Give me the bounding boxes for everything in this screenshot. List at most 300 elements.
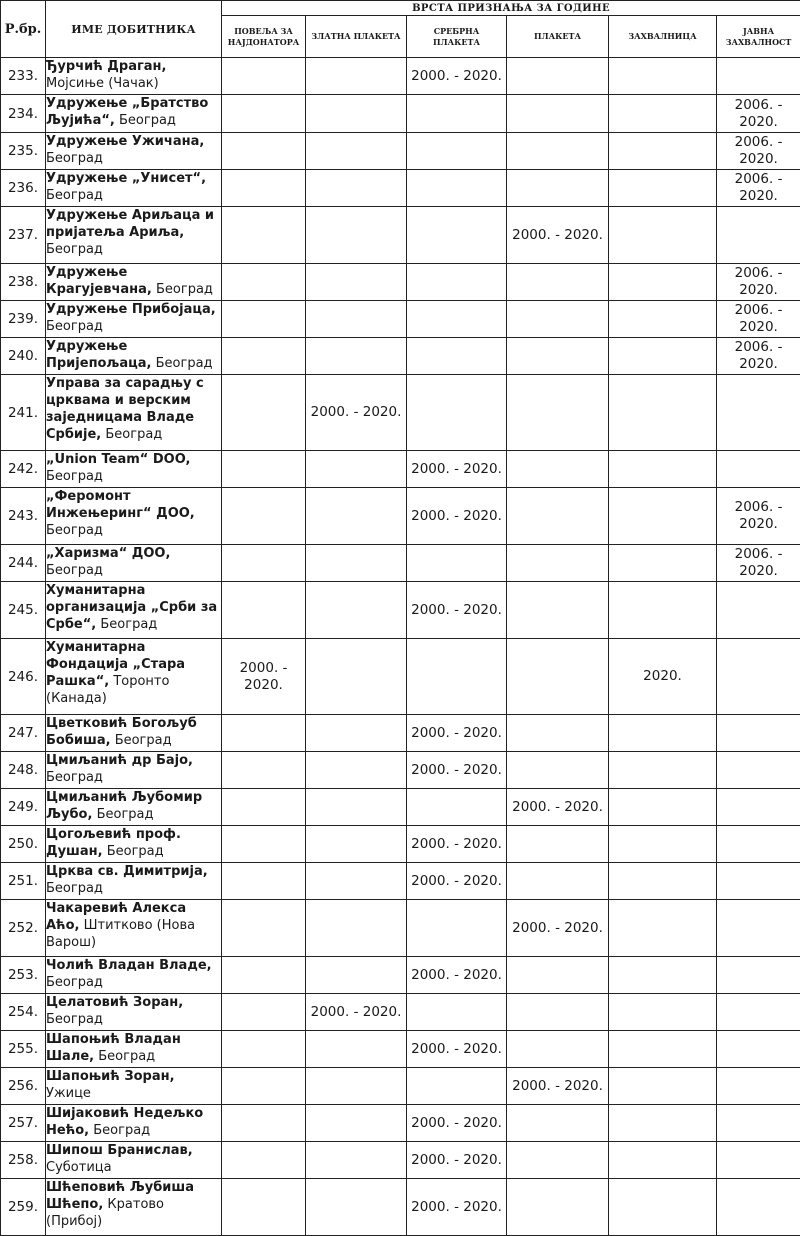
award-cell <box>306 1142 407 1179</box>
award-cell <box>609 451 717 488</box>
award-cell <box>507 1031 609 1068</box>
recipient-place: Београд <box>46 319 103 334</box>
award-cell <box>407 264 507 301</box>
award-cell <box>306 900 407 957</box>
award-cell <box>222 900 306 957</box>
award-cell <box>609 170 717 207</box>
award-cell <box>507 1105 609 1142</box>
recipient-place: Београд <box>46 523 103 538</box>
row-number: 233. <box>1 58 46 95</box>
award-cell <box>306 715 407 752</box>
award-cell <box>222 1179 306 1236</box>
recipient-place: Београд <box>46 242 103 257</box>
award-cell <box>407 338 507 375</box>
recipient-name-bold: Цмиљанић Љубомир Љубо, <box>46 790 202 822</box>
award-cell <box>717 1105 800 1142</box>
recipient-name-bold: Целатовић Зоран, <box>46 995 183 1010</box>
award-cell: 2006. - 2020. <box>717 170 800 207</box>
table-row <box>1 994 800 1031</box>
col-header-povelja: ПОВЕЉА ЗА НАЈДОНАТОРА <box>222 16 306 58</box>
recipient-name <box>46 826 222 863</box>
award-cell <box>609 95 717 133</box>
recipient-place: Ужице <box>46 1086 91 1101</box>
award-cell <box>407 170 507 207</box>
table-row <box>1 863 800 900</box>
award-cell <box>306 863 407 900</box>
recipient-place: Торонто (Канада) <box>46 674 169 706</box>
table-row <box>1 451 800 488</box>
recipient-name-bold: Шипош Бранислав, <box>46 1143 193 1158</box>
recipient-name-bold: Црква св. Димитрија, <box>46 864 208 879</box>
row-number: 258. <box>1 1142 46 1179</box>
table-row <box>1 375 800 451</box>
award-cell <box>222 545 306 582</box>
award-cell <box>609 58 717 95</box>
award-cell <box>306 207 407 264</box>
award-cell <box>507 1179 609 1236</box>
recipient-name-bold: Шапоњић Зоран, <box>46 1069 175 1084</box>
recipient-name <box>46 375 222 451</box>
award-cell <box>609 900 717 957</box>
award-cell: 2000. - 2020. <box>407 715 507 752</box>
award-cell <box>609 545 717 582</box>
award-cell <box>609 582 717 639</box>
award-cell <box>507 488 609 545</box>
recipient-name <box>46 1031 222 1068</box>
award-cell <box>407 789 507 826</box>
table-row <box>1 95 800 133</box>
award-cell: 2000. - 2020. <box>407 1031 507 1068</box>
award-cell <box>609 207 717 264</box>
recipient-name-bold: „Union Team“ DOO, <box>46 452 190 467</box>
award-cell <box>306 1179 407 1236</box>
award-cell: 2000. - 2020. <box>407 58 507 95</box>
award-cell <box>507 170 609 207</box>
award-cell <box>717 582 800 639</box>
recipient-name <box>46 95 222 133</box>
recipient-name-bold: Чолић Владан Владе, <box>46 958 212 973</box>
award-cell <box>717 900 800 957</box>
award-cell: 2000. - 2020. <box>407 1142 507 1179</box>
award-cell <box>306 58 407 95</box>
recipient-name <box>46 301 222 338</box>
rb-header: Р.бр. <box>1 1 46 58</box>
award-cell <box>507 545 609 582</box>
award-cell <box>222 338 306 375</box>
recipient-name <box>46 170 222 207</box>
table-row <box>1 1142 800 1179</box>
recipient-name <box>46 264 222 301</box>
award-cell: 2000. - 2020. <box>222 639 306 715</box>
award-cell <box>222 826 306 863</box>
award-cell <box>609 1179 717 1236</box>
table-row <box>1 1179 800 1236</box>
award-cell <box>507 1142 609 1179</box>
award-cell <box>717 826 800 863</box>
table-row <box>1 1031 800 1068</box>
award-cell <box>507 752 609 789</box>
award-cell <box>306 789 407 826</box>
recipient-name-bold: Шијаковић Недељко Нећо, <box>46 1106 203 1138</box>
recipient-place: Београд <box>46 151 103 166</box>
recipient-name-bold: Удружење „Братство Љујића“, <box>46 96 208 128</box>
award-cell <box>609 1105 717 1142</box>
table-row <box>1 789 800 826</box>
recipient-name <box>46 582 222 639</box>
award-cell <box>609 752 717 789</box>
award-cell <box>609 826 717 863</box>
recipient-name <box>46 789 222 826</box>
award-cell <box>222 488 306 545</box>
award-cell <box>717 994 800 1031</box>
award-cell <box>507 338 609 375</box>
recipient-name <box>46 900 222 957</box>
award-cell <box>717 451 800 488</box>
award-cell <box>306 545 407 582</box>
award-cell <box>222 582 306 639</box>
award-cell: 2000. - 2020. <box>407 488 507 545</box>
table-row <box>1 752 800 789</box>
row-number: 259. <box>1 1179 46 1236</box>
award-cell <box>717 207 800 264</box>
award-cell <box>507 301 609 338</box>
recipient-name <box>46 1068 222 1105</box>
award-cell: 2006. - 2020. <box>717 133 800 170</box>
award-cell: 2006. - 2020. <box>717 488 800 545</box>
table-row <box>1 207 800 264</box>
recipient-name-bold: Удружење Прибојаца, <box>46 302 216 317</box>
row-number: 257. <box>1 1105 46 1142</box>
award-cell <box>407 133 507 170</box>
recipient-place: Суботица <box>46 1160 112 1175</box>
award-cell: 2006. - 2020. <box>717 264 800 301</box>
row-number: 252. <box>1 900 46 957</box>
award-cell: 2000. - 2020. <box>407 957 507 994</box>
table-row <box>1 488 800 545</box>
table-row <box>1 900 800 957</box>
recipient-name <box>46 451 222 488</box>
award-cell <box>222 133 306 170</box>
award-cell <box>507 957 609 994</box>
award-cell: 2000. - 2020. <box>407 1179 507 1236</box>
award-cell <box>407 207 507 264</box>
award-cell <box>507 133 609 170</box>
award-cell <box>609 957 717 994</box>
award-cell <box>306 826 407 863</box>
award-cell <box>507 58 609 95</box>
award-cell <box>306 451 407 488</box>
award-cell <box>222 1105 306 1142</box>
row-number: 249. <box>1 789 46 826</box>
row-number: 246. <box>1 639 46 715</box>
award-cell <box>507 264 609 301</box>
col-header-zahvalnica: ЗАХВАЛНИЦА <box>609 16 717 58</box>
table-row <box>1 1068 800 1105</box>
row-number: 235. <box>1 133 46 170</box>
recipient-place: Београд <box>119 113 176 128</box>
award-cell <box>717 1142 800 1179</box>
recipient-name-bold: „Харизма“ ДОО, <box>46 546 170 561</box>
recipient-place: Београд <box>46 1012 103 1027</box>
row-number: 240. <box>1 338 46 375</box>
row-number: 250. <box>1 826 46 863</box>
recipient-name <box>46 957 222 994</box>
award-cell <box>609 488 717 545</box>
recipient-name-bold: Чакаревић Алекса Аћо, <box>46 901 186 933</box>
recipient-name <box>46 639 222 715</box>
row-number: 237. <box>1 207 46 264</box>
award-cell: 2000. - 2020. <box>306 375 407 451</box>
row-number: 253. <box>1 957 46 994</box>
award-cell <box>609 715 717 752</box>
award-cell <box>222 95 306 133</box>
award-cell <box>407 301 507 338</box>
award-cell <box>609 863 717 900</box>
row-number: 242. <box>1 451 46 488</box>
recipient-name-bold: Управа за сарадњу с црквама и верским заједницама Владе Србије, <box>46 376 204 442</box>
recipient-place: Београд <box>105 427 162 442</box>
table-row <box>1 582 800 639</box>
recipient-name <box>46 752 222 789</box>
award-cell <box>306 133 407 170</box>
award-cell <box>609 1031 717 1068</box>
table-row <box>1 639 800 715</box>
award-cell <box>222 752 306 789</box>
recipient-place: Београд <box>107 844 164 859</box>
recipient-name <box>46 863 222 900</box>
award-cell <box>407 994 507 1031</box>
recipient-place: Београд <box>46 881 103 896</box>
award-cell: 2000. - 2020. <box>407 451 507 488</box>
recipient-name <box>46 1142 222 1179</box>
award-cell <box>717 639 800 715</box>
row-number: 243. <box>1 488 46 545</box>
award-cell <box>222 1031 306 1068</box>
award-cell: 2006. - 2020. <box>717 301 800 338</box>
award-cell <box>222 863 306 900</box>
table-row <box>1 826 800 863</box>
table-row <box>1 170 800 207</box>
recipient-name <box>46 715 222 752</box>
award-cell <box>507 639 609 715</box>
award-cell <box>717 1031 800 1068</box>
award-cell <box>306 301 407 338</box>
header-row-top <box>1 1 800 16</box>
recipient-name <box>46 207 222 264</box>
award-cell <box>717 375 800 451</box>
award-cell <box>609 264 717 301</box>
recipient-place: Београд <box>46 563 103 578</box>
row-number: 254. <box>1 994 46 1031</box>
row-number: 241. <box>1 375 46 451</box>
award-cell <box>306 1031 407 1068</box>
award-cell: 2000. - 2020. <box>407 863 507 900</box>
award-cell <box>306 639 407 715</box>
award-cell <box>407 95 507 133</box>
table-row <box>1 58 800 95</box>
table-row <box>1 264 800 301</box>
award-cell <box>306 1068 407 1105</box>
award-cell <box>507 582 609 639</box>
recipient-place: Београд <box>156 356 213 371</box>
award-cell: 2000. - 2020. <box>407 826 507 863</box>
award-cell <box>306 582 407 639</box>
recipient-place: Београд <box>46 469 103 484</box>
recipient-place: Београд <box>156 282 213 297</box>
row-number: 234. <box>1 95 46 133</box>
award-cell: 2000. - 2020. <box>407 582 507 639</box>
award-cell <box>507 994 609 1031</box>
award-cell <box>222 207 306 264</box>
row-number: 236. <box>1 170 46 207</box>
award-cell <box>717 1068 800 1105</box>
award-cell <box>222 715 306 752</box>
recipient-name-bold: Удружење „Унисет“, <box>46 171 206 186</box>
award-cell <box>407 639 507 715</box>
award-cell <box>306 957 407 994</box>
award-cell <box>222 451 306 488</box>
award-cell <box>222 957 306 994</box>
award-cell: 2000. - 2020. <box>407 1105 507 1142</box>
award-cell <box>222 1068 306 1105</box>
recipient-name <box>46 58 222 95</box>
recipient-place: Београд <box>98 1049 155 1064</box>
award-cell <box>609 133 717 170</box>
award-type-header: ВРСТА ПРИЗНАЊА ЗА ГОДИНЕ <box>222 1 800 16</box>
recipient-place: Београд <box>46 770 103 785</box>
award-cell <box>717 1179 800 1236</box>
recipient-name-bold: Удружење Крагујевчана, <box>46 265 152 297</box>
award-cell <box>222 170 306 207</box>
recipient-name-bold: Ђурчић Драган, <box>46 59 166 74</box>
recipient-place: Кратово (Прибој) <box>46 1197 164 1229</box>
award-cell <box>609 301 717 338</box>
recipient-name-bold: Цветковић Богољуб Бобиша, <box>46 716 197 748</box>
award-cell <box>609 338 717 375</box>
award-cell <box>717 752 800 789</box>
recipient-place: Београд <box>97 807 154 822</box>
recipient-name-bold: „Феромонт Инжењеринг“ ДОО, <box>46 489 195 521</box>
row-number: 239. <box>1 301 46 338</box>
row-number: 238. <box>1 264 46 301</box>
award-cell: 2000. - 2020. <box>306 994 407 1031</box>
award-cell <box>717 58 800 95</box>
award-cell <box>507 451 609 488</box>
table-row <box>1 545 800 582</box>
award-cell <box>306 170 407 207</box>
award-cell <box>222 789 306 826</box>
col-header-plaketa: ПЛАКЕТА <box>507 16 609 58</box>
award-cell <box>609 1142 717 1179</box>
recipient-name-bold: Шћеповић Љубиша Шћепо, <box>46 1180 194 1212</box>
recipient-name <box>46 133 222 170</box>
recipient-place: Београд <box>46 975 103 990</box>
award-cell: 2006. - 2020. <box>717 545 800 582</box>
table-row <box>1 957 800 994</box>
recipient-place: Београд <box>46 188 103 203</box>
recipient-name <box>46 545 222 582</box>
award-cell: 2006. - 2020. <box>717 338 800 375</box>
row-number: 248. <box>1 752 46 789</box>
row-number: 247. <box>1 715 46 752</box>
award-cell <box>609 994 717 1031</box>
recipient-name-bold: Удружење Ужичана, <box>46 134 204 149</box>
row-number: 245. <box>1 582 46 639</box>
award-cell <box>507 715 609 752</box>
recipient-place: Београд <box>93 1123 150 1138</box>
award-cell <box>222 1142 306 1179</box>
award-cell: 2000. - 2020. <box>507 789 609 826</box>
award-cell <box>507 95 609 133</box>
recipient-name-bold: Цогољевић проф. Душан, <box>46 827 181 859</box>
award-cell <box>717 715 800 752</box>
award-cell <box>222 58 306 95</box>
award-cell <box>507 826 609 863</box>
award-cell <box>407 375 507 451</box>
award-cell <box>609 789 717 826</box>
col-header-javna: ЈАВНА ЗАХВАЛНОСТ <box>717 16 800 58</box>
award-cell: 2006. - 2020. <box>717 95 800 133</box>
award-cell <box>717 789 800 826</box>
table-row <box>1 715 800 752</box>
row-number: 251. <box>1 863 46 900</box>
recipient-name <box>46 1179 222 1236</box>
recipient-name-bold: Хуманитарна Фондација „Стара Рашка“, <box>46 640 185 689</box>
award-cell: 2000. - 2020. <box>507 900 609 957</box>
recipient-name-bold: Шапоњић Владан Шале, <box>46 1032 181 1064</box>
award-cell <box>222 994 306 1031</box>
recipient-place: Београд <box>100 617 157 632</box>
award-cell <box>407 545 507 582</box>
award-cell: 2000. - 2020. <box>407 752 507 789</box>
table-row <box>1 301 800 338</box>
award-cell <box>306 264 407 301</box>
name-header: ИМЕ ДОБИТНИКА <box>46 1 222 58</box>
row-number: 256. <box>1 1068 46 1105</box>
award-cell: 2000. - 2020. <box>507 207 609 264</box>
recipient-name-bold: Хуманитарна организација „Срби за Србе“, <box>46 583 217 632</box>
award-cell <box>507 863 609 900</box>
table-row <box>1 1105 800 1142</box>
award-cell <box>507 375 609 451</box>
col-header-srebrna: СРЕБРНА ПЛАКЕТА <box>407 16 507 58</box>
award-cell: 2020. <box>609 639 717 715</box>
recipient-place: Мојсиње (Чачак) <box>46 76 159 91</box>
award-cell: 2000. - 2020. <box>507 1068 609 1105</box>
award-cell <box>222 264 306 301</box>
award-cell <box>717 863 800 900</box>
award-cell <box>222 301 306 338</box>
col-header-zlatna: ЗЛАТНА ПЛАКЕТА <box>306 16 407 58</box>
recipient-name-bold: Цмиљанић др Бајо, <box>46 753 193 768</box>
award-cell <box>609 375 717 451</box>
award-cell <box>306 338 407 375</box>
award-cell <box>222 375 306 451</box>
recipient-name <box>46 488 222 545</box>
award-cell <box>609 1068 717 1105</box>
award-cell <box>306 95 407 133</box>
award-cell <box>306 1105 407 1142</box>
recipient-name <box>46 994 222 1031</box>
award-cell <box>306 488 407 545</box>
row-number: 255. <box>1 1031 46 1068</box>
table-row <box>1 133 800 170</box>
row-number: 244. <box>1 545 46 582</box>
recipient-name-bold: Удружење Ариљаца и пријатеља Ариља, <box>46 208 214 240</box>
recipient-name-bold: Удружење Пријепољаца, <box>46 339 152 371</box>
table-row <box>1 338 800 375</box>
recipient-place: Штитково (Нова Варош) <box>46 918 195 950</box>
